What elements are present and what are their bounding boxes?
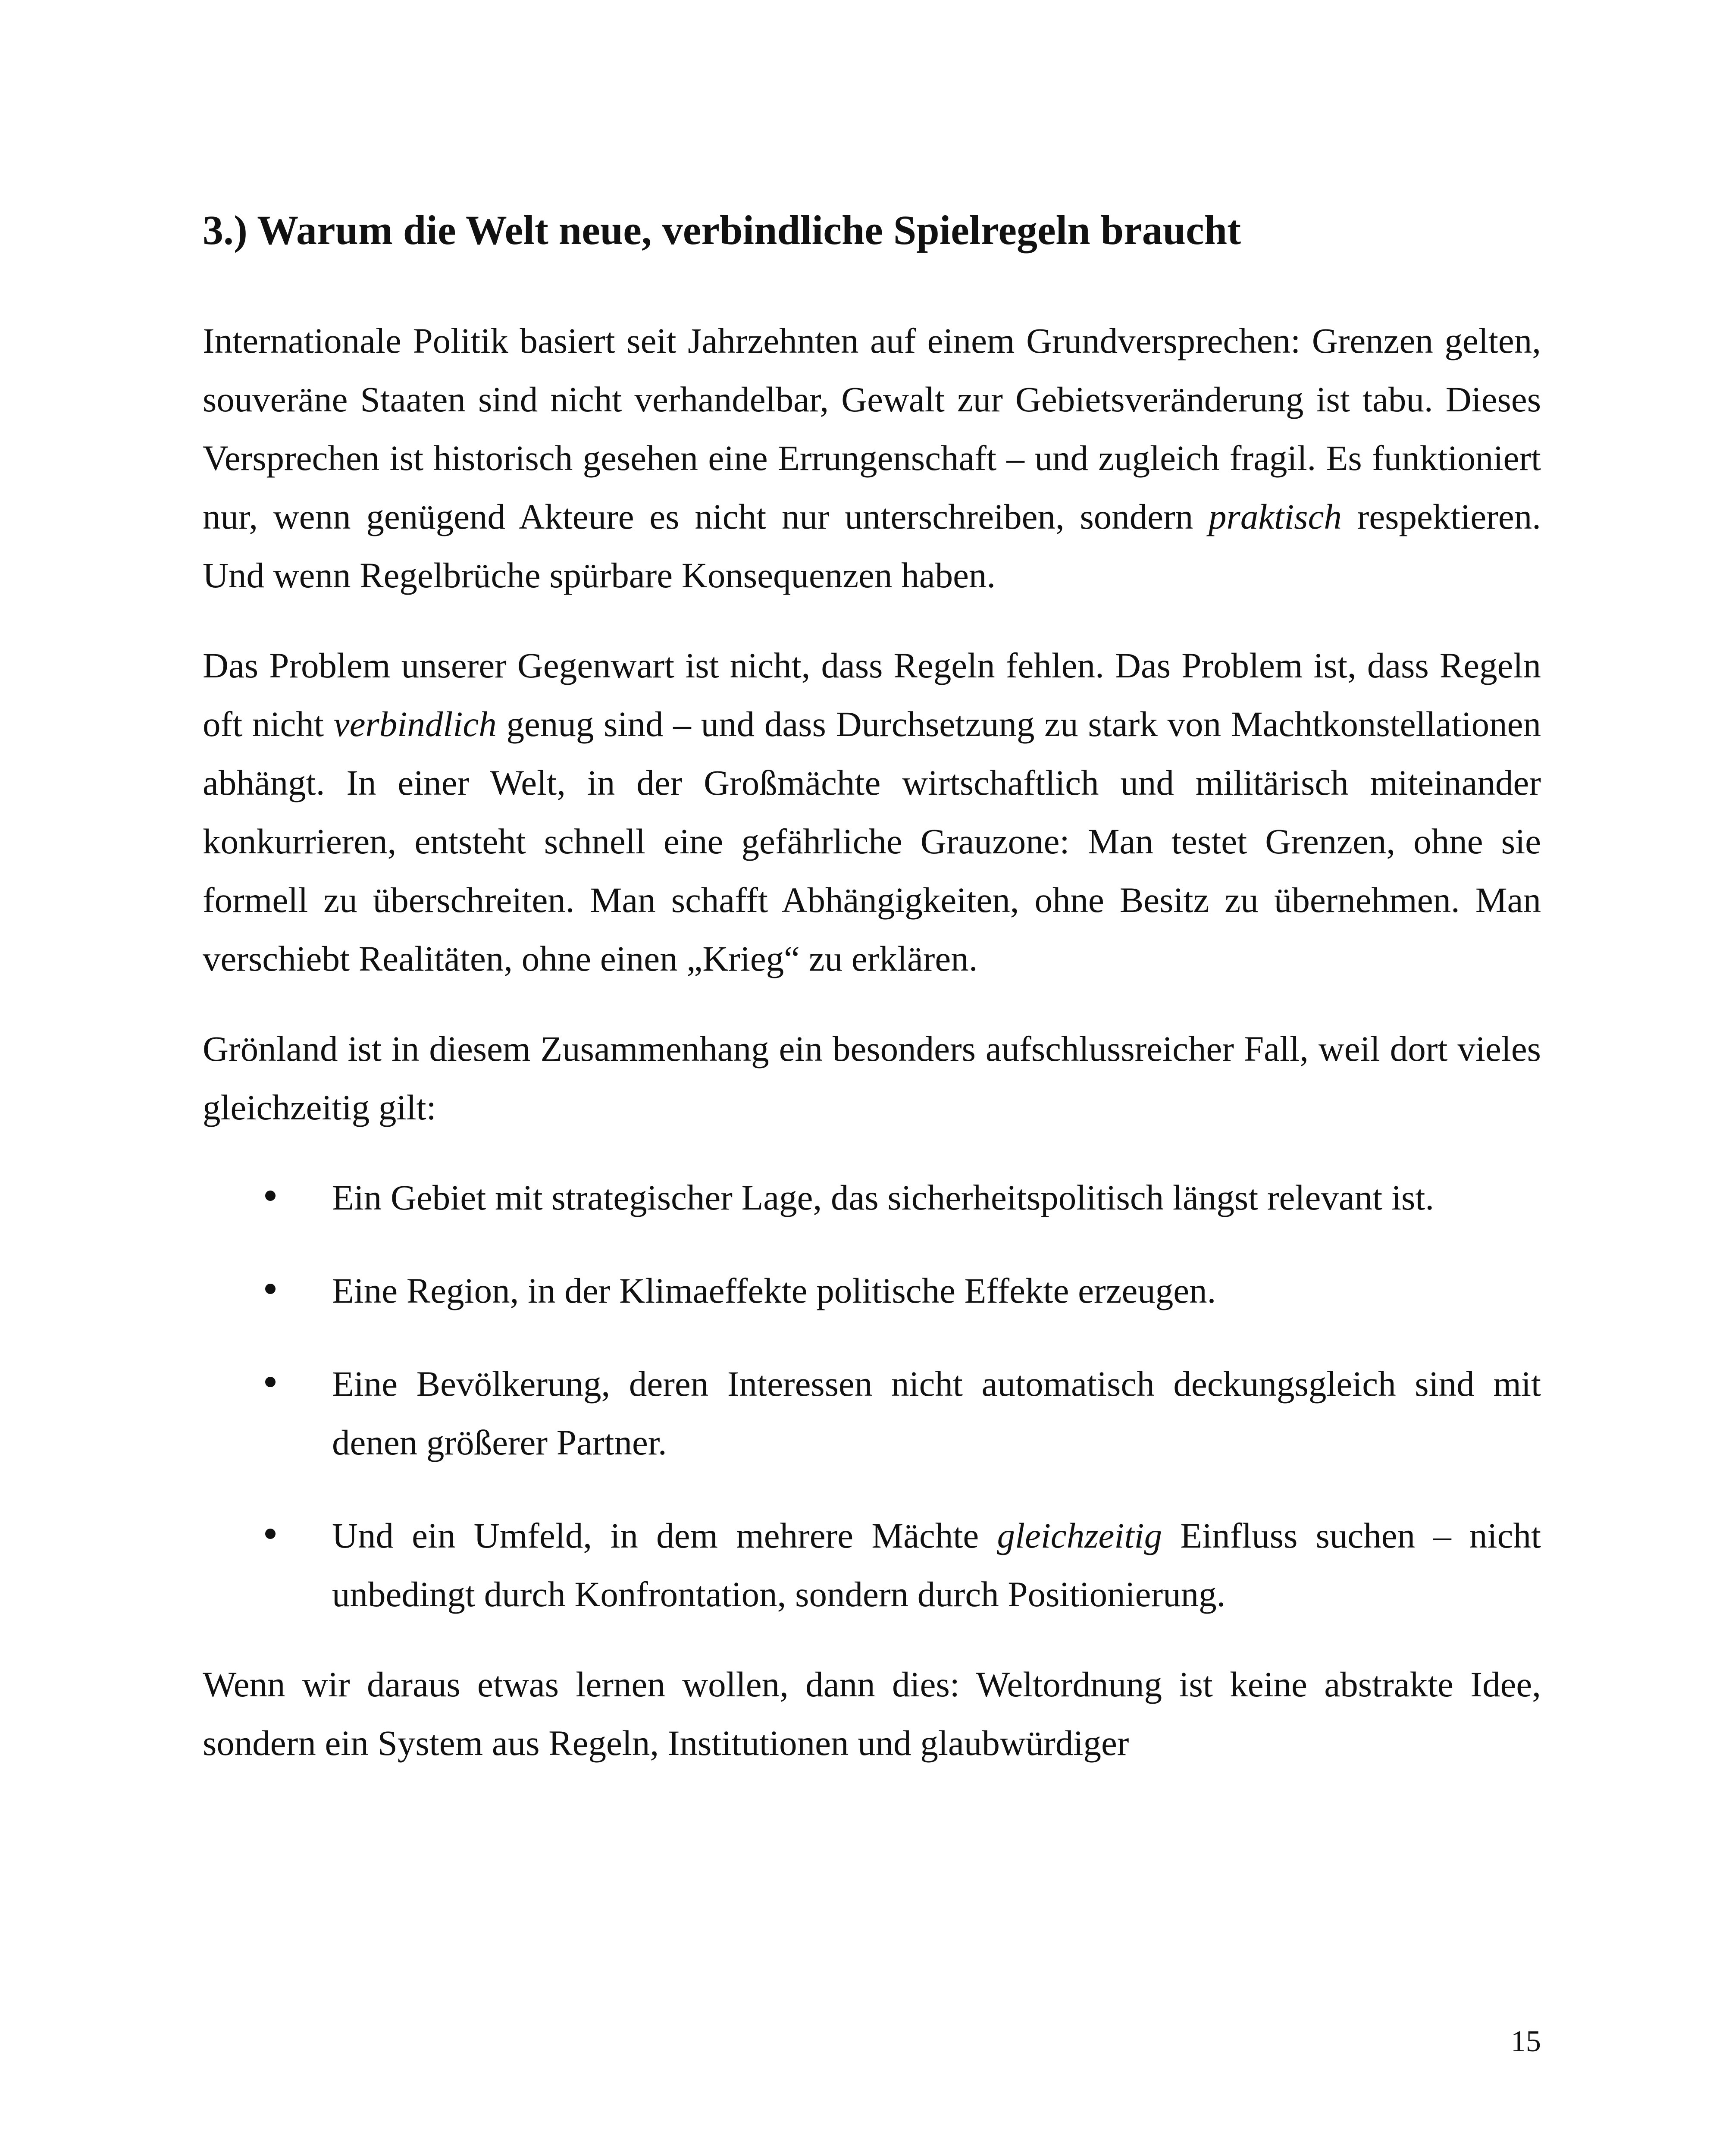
bullet-dot-icon [265,1191,276,1201]
bullet-item-4 [203,1506,1541,1623]
bullet-dot-icon [265,1284,276,1294]
page-content [203,203,1541,1772]
bullet-item-3 [203,1354,1541,1472]
bullet-item-3-text: Eine Bevölkerung, deren Interessen nicht automatisch deckungsgleich sind mit denen größerer Partner. [332,1364,1541,1462]
paragraph-1-text-a: Internationale Politik basiert seit Jahrzehnten auf einem Grundversprechen: Grenzen gelten, souveräne Staaten sind nicht verhandelbar, Gewalt zur Gebietsveränderung ist tabu. Dieses Versprechen ist historisch gesehen eine Errungenschaft – und zugleich fragil. Es funktioniert nur, wenn genügend Akteure es nicht nur unterschreiben, sondern [203,321,1541,536]
paragraph-2 [203,636,1541,988]
page-number: 15 [1511,2025,1541,2058]
bullet-item-4-text-b: Einfluss suchen – nicht unbedingt durch Konfrontation, sondern durch Positionierung. [332,1516,1541,1614]
bullet-item-1 [203,1168,1541,1227]
section-heading: 3.) Warum die Welt neue, verbindliche Spielregeln braucht [203,207,1241,253]
bullet-dot-icon [265,1529,276,1539]
paragraph-1-emphasis: praktisch [1209,497,1342,536]
paragraph-1-text-b: respektieren. Und wenn Regelbrüche spürbare Konsequenzen haben. [203,497,1541,595]
paragraph-4: Wenn wir daraus etwas lernen wollen, dann dies: Weltordnung ist keine abstrakte Idee, sondern ein System aus Regeln, Institutionen und glaubwürdiger [203,1664,1541,1763]
bullet-item-4-emphasis: gleichzeitig [997,1516,1162,1555]
paragraph-3: Grönland ist in diesem Zusammenhang ein besonders aufschlussreicher Fall, weil dort vieles gleichzeitig gilt: [203,1029,1541,1127]
bullet-list [203,1168,1541,1623]
bullet-item-4-text-a: Und ein Umfeld, in dem mehrere Mächte [332,1516,997,1555]
paragraph-2-text-b: genug sind – und dass Durchsetzung zu stark von Machtkonstellationen abhängt. In einer Welt, in der Großmächte wirtschaftlich und militärisch miteinander konkurrieren, entsteht schnell eine gefährliche Grauzone: Man testet Grenzen, ohne sie formell zu überschreiten. Man schafft Abhängigkeiten, ohne Besitz zu übernehmen. Man verschiebt Realitäten, ohne einen „Krieg“ zu erklären. [203,704,1541,978]
paragraph-1 [203,311,1541,605]
bullet-item-1-text: Ein Gebiet mit strategischer Lage, das sicherheitspolitisch längst relevant ist. [332,1178,1434,1217]
bullet-item-2-text: Eine Region, in der Klimaeffekte politische Effekte erzeugen. [332,1271,1216,1310]
bullet-item-2 [203,1261,1541,1320]
paragraph-2-emphasis: verbindlich [333,704,497,744]
paragraph-2-text-a: Das Problem unserer Gegenwart ist nicht, dass Regeln fehlen. Das Problem ist, dass Regeln oft nicht [203,646,1541,744]
bullet-dot-icon [265,1377,276,1387]
